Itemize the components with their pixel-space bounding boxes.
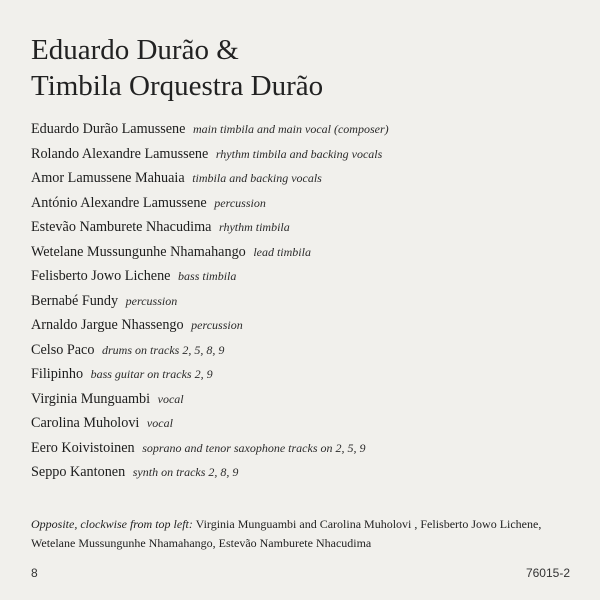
personnel-item (31, 362, 591, 387)
musician-role: main timbila and main vocal (composer) (192, 122, 389, 136)
musician-name: Rolando Alexandre Lamussene (31, 145, 209, 162)
catalog-number: 76015-2 (525, 566, 570, 580)
musician-role: soprano and tenor saxophone tracks on 2, 5, 9 (142, 440, 366, 455)
personnel-item (31, 387, 591, 412)
musician-role: vocal (157, 391, 184, 406)
personnel-item (31, 264, 591, 289)
musician-role: lead timbila (253, 244, 311, 259)
musician-name: Felisberto Jowo Lichene (31, 268, 171, 284)
personnel-item (31, 436, 591, 461)
personnel-item (31, 117, 591, 142)
personnel-item (31, 240, 591, 265)
musician-role: percussion (191, 318, 243, 332)
musician-role: vocal (146, 416, 173, 430)
musician-name: Carolina Muholovi (31, 415, 140, 431)
musician-role: drums on tracks 2, 5, 8, 9 (102, 342, 225, 357)
title-line-2: Timbila Orquestra Durão (31, 70, 324, 102)
musician-role: percussion (214, 195, 266, 210)
musician-name: Wetelane Mussungunhe Nhamahango (31, 243, 246, 260)
personnel-item (31, 215, 591, 240)
musician-name: Eero Koivistoinen (31, 439, 135, 456)
musician-name: António Alexandre Lamussene (31, 194, 207, 211)
musician-name: Estevão Namburete Nhacudima (31, 219, 212, 235)
personnel-item (31, 289, 591, 314)
musician-name: Celso Paco (31, 341, 95, 358)
musician-role: percussion (125, 293, 178, 308)
musician-name: Bernabé Fundy (31, 292, 119, 309)
page-title (31, 32, 323, 104)
musician-role: rhythm timbila (218, 220, 290, 234)
personnel-list (31, 117, 591, 485)
musician-name: Amor Lamussene Mahuaia (31, 170, 185, 186)
personnel-item (31, 411, 591, 436)
musician-role: bass guitar on tracks 2, 9 (90, 367, 213, 381)
caption-text: Virginia Munguambi and Carolina Muholovi , Felisberto Jowo Lichene, Wetelane Mussungunhe Nhamahango, Estevão Namburete Nhacudima (31, 517, 542, 550)
personnel-item (31, 460, 591, 485)
personnel-item (31, 338, 591, 363)
personnel-item (31, 166, 591, 191)
personnel-item (31, 313, 591, 338)
personnel-item (31, 142, 591, 167)
page-number: 8 (31, 566, 38, 580)
title-line-1: Eduardo Durão & (31, 34, 239, 66)
personnel-item (31, 191, 591, 216)
photo-caption (31, 515, 581, 553)
musician-role: bass timbila (178, 269, 237, 283)
musician-name: Arnaldo Jargue Nhassengo (31, 317, 184, 333)
musician-name: Eduardo Durão Lamussene (31, 121, 186, 137)
musician-role: synth on tracks 2, 8, 9 (132, 465, 239, 479)
musician-name: Filipinho (31, 366, 84, 382)
caption-lead: Opposite, clockwise from top left: (31, 517, 193, 531)
musician-name: Virginia Munguambi (31, 390, 151, 407)
musician-role: timbila and backing vocals (192, 171, 322, 185)
musician-name: Seppo Kantonen (31, 464, 126, 480)
musician-role: rhythm timbila and backing vocals (215, 146, 383, 161)
